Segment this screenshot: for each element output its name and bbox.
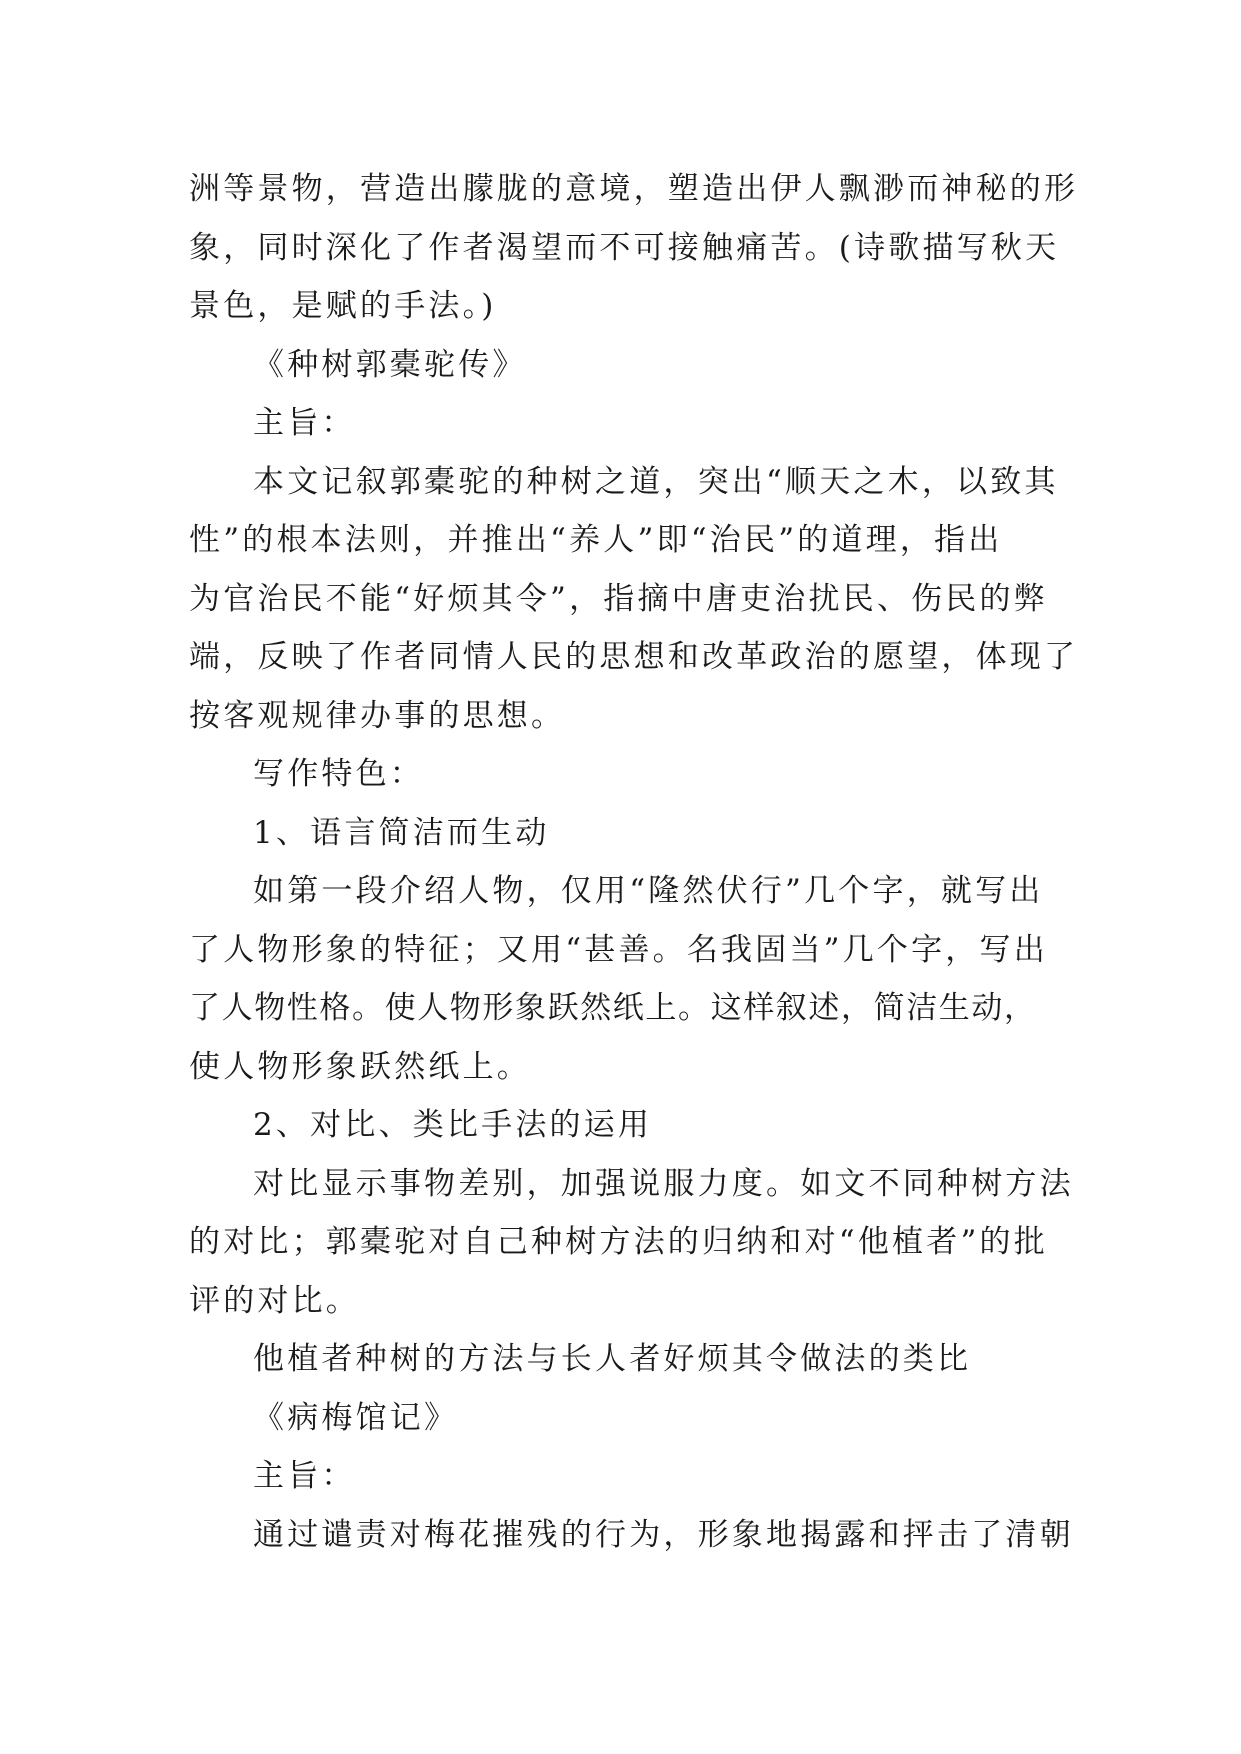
section-heading: 写作特色： [253,756,424,792]
paragraph-line: 对比显示事物差别，加强说服力度。如文不同种树方法 [253,1165,1074,1202]
text-line: 景色，是赋的手法。) [189,288,497,324]
subheading: 2、对比、类比手法的运用 [253,1107,653,1143]
paragraph-line: 为官治民不能“好烦其令”，指摘中唐吏治扰民、伤民的弊 [189,580,1048,617]
paragraph-line: 评的对比。 [189,1282,360,1319]
paragraph-line: 使人物形象跃然纸上。 [189,1048,531,1085]
paragraph-line: 性”的根本法则，并推出“养人”即“治民”的道理，指出 [189,522,1003,558]
paragraph-line: 的对比；郭橐驼对自己种树方法的归纳和对“他植者”的批 [189,1224,1048,1260]
subheading: 1、语言简洁而生动 [253,814,550,851]
paragraph-line: 如第一段介绍人物，仅用“隆然伏行”几个字，就写出 [253,873,1044,909]
section-heading: 主旨： [253,405,356,441]
paragraph-line: 按客观规律办事的思想。 [189,697,566,734]
paragraph-line: 通过谴责对梅花摧残的行为，形象地揭露和抨击了清朝 [253,1516,1074,1553]
paragraph-line: 他植者种树的方法与长人者好烦其令做法的类比 [253,1341,972,1377]
section-title: 《种树郭橐驼传》 [253,346,527,383]
text-line: 洲等景物，营造出朦胧的意境，塑造出伊人飘渺而神秘的形 [189,171,1079,207]
paragraph-line: 了人物性格。使人物形象跃然纸上。这样叙述，简洁生动， [189,990,1037,1026]
paragraph-line: 了人物形象的特征；又用“甚善。名我固当”几个字，写出 [189,931,1048,968]
paragraph-line: 本文记叙郭橐驼的种树之道，突出“顺天之木，以致其 [253,463,1059,500]
section-heading: 主旨： [253,1458,356,1494]
text-line: 象，同时深化了作者渴望而不可接触痛苦。(诗歌描写秋天 [189,229,1060,266]
section-title: 《病梅馆记》 [253,1399,459,1436]
paragraph-line: 端，反映了作者同情人民的思想和改革政治的愿望，体现了 [189,639,1079,675]
document-body [189,160,1079,1564]
